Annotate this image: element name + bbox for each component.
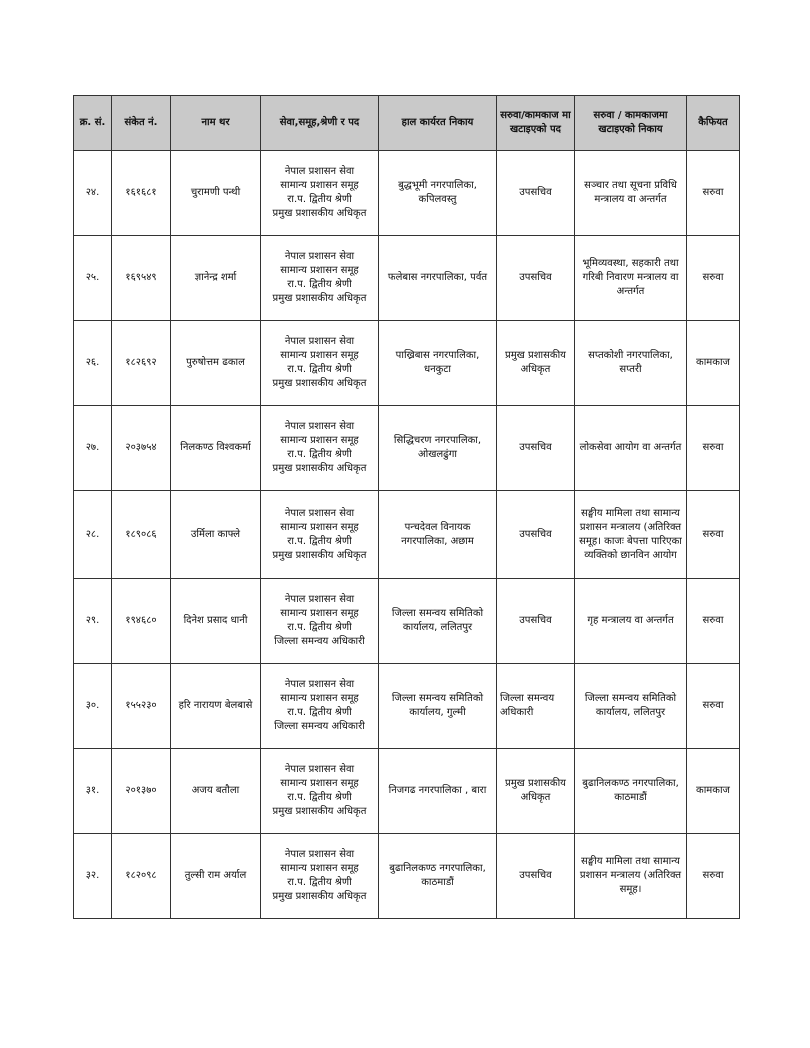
cell-post: उपसचिव [497,236,575,321]
cell-sn: ३१. [74,749,112,834]
cell-office: जिल्ला समन्वय समितिको कार्यालय, गुल्मी [379,664,497,749]
cell-name: अजय बतौला [171,749,261,834]
cell-remarks: सरुवा [687,579,740,664]
cell-name: दिनेश प्रसाद धानी [171,579,261,664]
service-line: प्रमुख प्रशासकीय अधिकृत [272,378,367,389]
cell-sn: २७. [74,406,112,491]
cell-sn: ३०. [74,664,112,749]
table-row [74,834,740,919]
cell-service [261,834,379,919]
cell-office: जिल्ला समन्वय समितिको कार्यालय, ललितपुर [379,579,497,664]
service-line: सामान्य प्रशासन समूह [280,180,359,191]
header-office: हाल कार्यरत निकाय [379,96,497,151]
service-line: रा.प. द्वितीय श्रेणी [287,707,352,718]
cell-remarks: सरुवा [687,664,740,749]
cell-post: जिल्ला समन्वय अधिकारी [497,664,575,749]
cell-name: निलकण्ठ विश्वकर्मा [171,406,261,491]
service-line: प्रमुख प्रशासकीय अधिकृत [272,208,367,219]
header-remarks: कैफियत [687,96,740,151]
cell-sn: ३२. [74,834,112,919]
service-line: रा.प. द्वितीय श्रेणी [287,194,352,205]
table-row [74,321,740,406]
cell-code: १८२६९२ [112,321,171,406]
cell-code: १६९५४९ [112,236,171,321]
service-line: सामान्य प्रशासन समूह [280,608,359,619]
table-row [74,579,740,664]
table-row [74,151,740,236]
cell-service [261,664,379,749]
service-line: सामान्य प्रशासन समूह [280,693,359,704]
cell-target: भूमिव्यवस्था, सहकारी तथा गरिबी निवारण मन्त्रालय वा अन्तर्गत [575,236,687,321]
service-line: रा.प. द्वितीय श्रेणी [287,364,352,375]
cell-code: १८९०८६ [112,491,171,579]
cell-post: उपसचिव [497,406,575,491]
cell-post: उपसचिव [497,491,575,579]
cell-sn: २८. [74,491,112,579]
cell-office: बुढानिलकण्ठ नगरपालिका, काठमाडौं [379,834,497,919]
service-line: सामान्य प्रशासन समूह [280,778,359,789]
service-line: सामान्य प्रशासन समूह [280,435,359,446]
table-row [74,406,740,491]
header-sn: क्र. सं. [74,96,112,151]
service-line: सामान्य प्रशासन समूह [280,350,359,361]
cell-code: १६१६८१ [112,151,171,236]
cell-office: निजगढ नगरपालिका , बारा [379,749,497,834]
cell-target: लोकसेवा आयोग वा अन्तर्गत [575,406,687,491]
cell-target: सञ्चार तथा सूचना प्रविधि मन्त्रालय वा अन्तर्गत [575,151,687,236]
cell-remarks: सरुवा [687,151,740,236]
cell-code: १९४६८० [112,579,171,664]
cell-service [261,236,379,321]
service-line: रा.प. द्वितीय श्रेणी [287,877,352,888]
cell-sn: २९. [74,579,112,664]
cell-remarks: कामकाज [687,321,740,406]
cell-code: १८२०९८ [112,834,171,919]
cell-post: उपसचिव [497,834,575,919]
cell-remarks: सरुवा [687,834,740,919]
header-code: संकेत नं. [112,96,171,151]
cell-target: सङ्घीय मामिला तथा सामान्य प्रशासन मन्त्रालय (अतिरिक्त समूह। [575,834,687,919]
cell-name: उर्मिला काफ्ले [171,491,261,579]
service-line: नेपाल प्रशासन सेवा [284,336,355,347]
service-line: रा.प. द्वितीय श्रेणी [287,535,352,547]
service-line: प्रमुख प्रशासकीय अधिकृत [272,549,367,561]
cell-target: बुढानिलकण्ठ नगरपालिका, काठमाडौं [575,749,687,834]
cell-target: सप्तकोशी नगरपालिका, सप्तरी [575,321,687,406]
transfer-table [73,95,740,919]
service-line: प्रमुख प्रशासकीय अधिकृत [272,891,367,902]
service-line: रा.प. द्वितीय श्रेणी [287,792,352,803]
cell-post: उपसचिव [497,151,575,236]
service-line: जिल्ला समन्वय अधिकारी [274,636,365,647]
cell-office: पाख्रिबास नगरपालिका, धनकुटा [379,321,497,406]
cell-target: जिल्ला समन्वय समितिको कार्यालय, ललितपुर [575,664,687,749]
service-line: नेपाल प्रशासन सेवा [284,849,355,860]
table-row [74,664,740,749]
cell-sn: २५. [74,236,112,321]
cell-service [261,491,379,579]
service-line: नेपाल प्रशासन सेवा [284,594,355,605]
cell-remarks: सरुवा [687,491,740,579]
cell-code: २०३७५४ [112,406,171,491]
header-name: नाम थर [171,96,261,151]
cell-service [261,321,379,406]
cell-post: उपसचिव [497,579,575,664]
service-line: प्रमुख प्रशासकीय अधिकृत [272,806,367,817]
cell-code: १५५२३० [112,664,171,749]
cell-code: २०१३७० [112,749,171,834]
cell-name: हरि नारायण बेलबासे [171,664,261,749]
cell-target: सङ्घीय मामिला तथा सामान्य प्रशासन मन्त्रालय (अतिरिक्त समूह। काजः बेपत्ता पारिएका व्यक्तिको छानविन आयोग [575,491,687,579]
cell-sn: २६. [74,321,112,406]
cell-service [261,406,379,491]
table-row [74,491,740,579]
cell-name: चुरामणी पन्थी [171,151,261,236]
cell-office: पन्चदेवल विनायक नगरपालिका, अछाम [379,491,497,579]
cell-service [261,151,379,236]
service-line: नेपाल प्रशासन सेवा [284,251,355,262]
header-service: सेवा,समूह,श्रेणी र पद [261,96,379,151]
header-row [74,96,740,151]
table-row [74,236,740,321]
cell-post: प्रमुख प्रशासकीय अधिकृत [497,749,575,834]
cell-sn: २४. [74,151,112,236]
service-line: सामान्य प्रशासन समूह [280,863,359,874]
service-line: नेपाल प्रशासन सेवा [284,421,355,432]
cell-target: गृह मन्त्रालय वा अन्तर्गत [575,579,687,664]
table-row [74,749,740,834]
service-line: प्रमुख प्रशासकीय अधिकृत [272,293,367,304]
service-line: जिल्ला समन्वय अधिकारी [274,721,365,732]
cell-remarks: कामकाज [687,749,740,834]
cell-post: प्रमुख प्रशासकीय अधिकृत [497,321,575,406]
service-line: सामान्य प्रशासन समूह [280,521,359,533]
service-line: नेपाल प्रशासन सेवा [284,764,355,775]
cell-name: तुल्सी राम अर्याल [171,834,261,919]
cell-service [261,749,379,834]
cell-office: सिद्धिचरण नगरपालिका, ओखलढुंगा [379,406,497,491]
service-line: प्रमुख प्रशासकीय अधिकृत [272,463,367,474]
service-line: नेपाल प्रशासन सेवा [284,507,355,519]
service-line: सामान्य प्रशासन समूह [280,265,359,276]
service-line: नेपाल प्रशासन सेवा [284,679,355,690]
cell-service [261,579,379,664]
service-line: नेपाल प्रशासन सेवा [284,166,355,177]
cell-remarks: सरुवा [687,236,740,321]
cell-remarks: सरुवा [687,406,740,491]
cell-office: बुद्धभूमी नगरपालिका, कपिलवस्तु [379,151,497,236]
service-line: रा.प. द्वितीय श्रेणी [287,622,352,633]
table-body [74,151,740,919]
table-header [74,96,740,151]
header-target: सरुवा / कामकाजमा खटाइएको निकाय [575,96,687,151]
header-post: सरुवा/कामकाज मा खटाइएको पद [497,96,575,151]
service-line: रा.प. द्वितीय श्रेणी [287,279,352,290]
cell-office: फलेबास नगरपालिका, पर्वत [379,236,497,321]
cell-name: पुरुषोत्तम ढकाल [171,321,261,406]
service-line: रा.प. द्वितीय श्रेणी [287,449,352,460]
cell-name: ज्ञानेन्द्र शर्मा [171,236,261,321]
